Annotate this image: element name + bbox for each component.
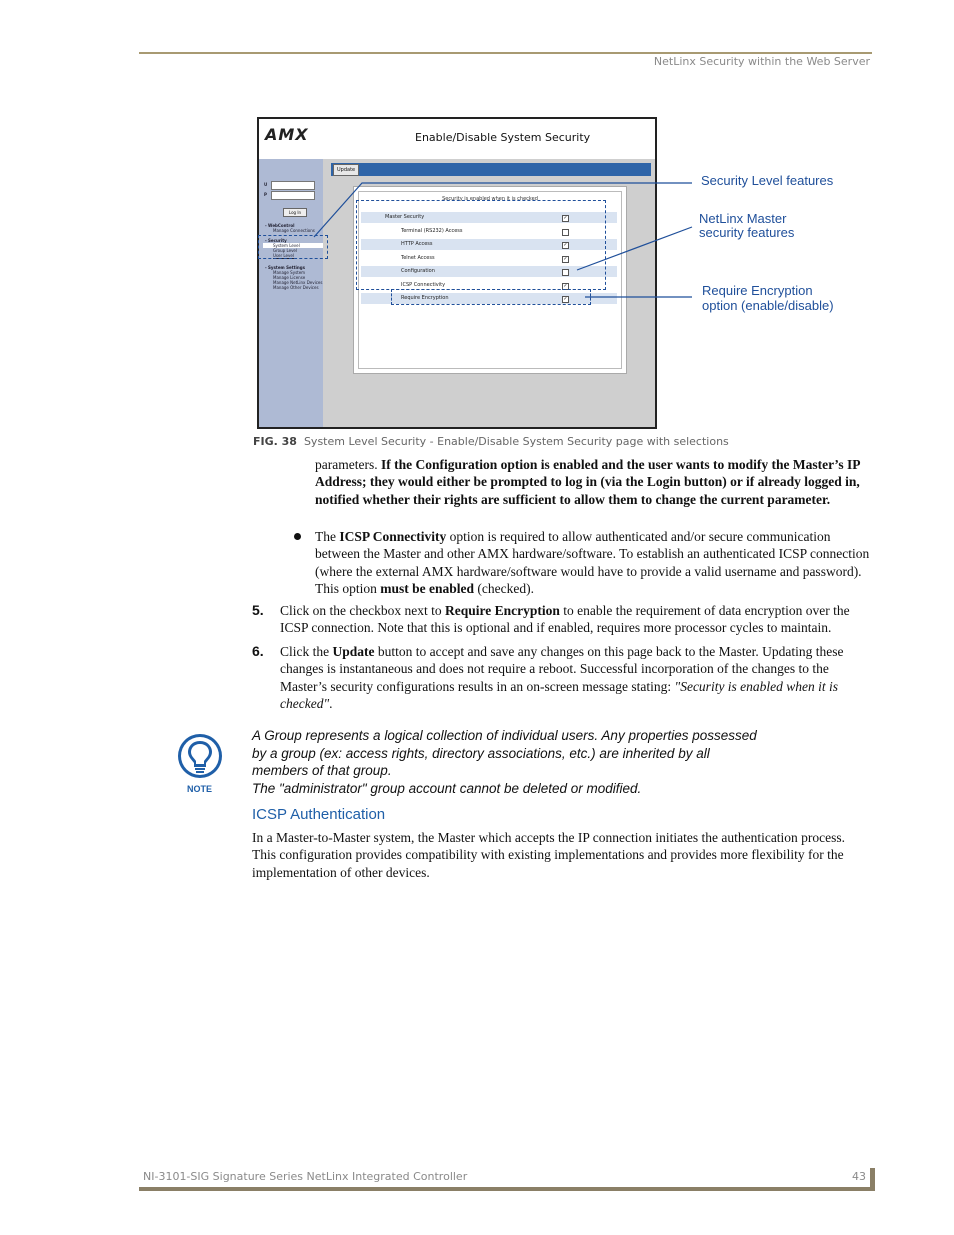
bullet-icsp-connectivity	[315, 528, 870, 597]
security-message: Security is enabled when it is checked	[442, 196, 538, 202]
step-6-text	[280, 643, 870, 712]
step-6-text-d: "Security is enabled when it is checked"	[280, 678, 839, 711]
security-row-label: ICSP Connectivity	[401, 281, 446, 288]
sidebar-manage-netlinx[interactable]: Manage NetLinx Devices	[273, 280, 323, 285]
section-text: In a Master-to-Master system, the Master which accepts the IP connection initiates the authentication process. This configuration provides compatibility with existing implementations and provides more flexibility for the implementation of other devices.	[252, 830, 846, 880]
paragraph-configuration	[315, 456, 870, 508]
bullet-text-b: ICSP Connectivity	[339, 529, 447, 544]
note-line-4: The "administrator" group account cannot be deleted or modified.	[252, 780, 642, 796]
callout-security-level: Security Level features	[701, 173, 834, 188]
paragraph-configuration-lead: parameters.	[315, 457, 381, 472]
paragraph-configuration-bold: If the Configuration option is enabled and the user wants to modify the Master’s IP Address; they would either be prompted to log in (via the Login button) or if already logged in, notified whether their rights are sufficient to allow them to change the current parameter.	[315, 457, 860, 507]
sidebar-group-level[interactable]: Group Level	[273, 248, 298, 253]
step-5-text	[280, 602, 870, 637]
step-5-text-c: to enable the requirement of data encryption over the ICSP connection. Note that this is optional and if enabled, requires more processor cycles to maintain.	[280, 603, 850, 636]
username-label: U	[264, 182, 268, 187]
figure-caption-text: System Level Security - Enable/Disable System Security page with selections	[303, 435, 729, 448]
callout-require-encryption-1: Require Encryption	[702, 283, 813, 298]
note-lightbulb-icon	[176, 733, 224, 785]
sidebar-manage-license[interactable]: Manage License	[273, 275, 306, 280]
sidebar-manage-other[interactable]: Manage Other Devices	[273, 285, 319, 290]
security-row-checkbox[interactable]: ✓	[563, 255, 568, 262]
security-row-label: Master Security	[385, 214, 425, 220]
security-row-label: HTTP Access	[401, 241, 433, 247]
bullet-text-c: option is required to allow authenticated and/or secure communication between the Master and other AMX hardware/software. To establish an authenticated ICSP connection (where the external AMX hardware/software would have to provide a valid username and password). This option	[315, 529, 870, 596]
sidebar-system-level[interactable]: System Level	[273, 243, 300, 248]
security-row-label: Configuration	[401, 268, 435, 274]
step-5-number: 5.	[252, 602, 264, 618]
amx-logo: AMX	[265, 125, 309, 144]
sidebar-security[interactable]: - Security	[265, 238, 287, 243]
security-row-checkbox[interactable]: ✓	[563, 215, 568, 221]
step-6-text-b: Update	[332, 644, 375, 659]
screenshot-title: Enable/Disable System Security	[415, 131, 591, 144]
step-6-number: 6.	[252, 643, 264, 659]
sidebar-user-level[interactable]: User Level	[273, 253, 294, 258]
sidebar-system-settings[interactable]: - System Settings	[265, 265, 305, 270]
step-6-text-a: Click the	[280, 644, 333, 659]
running-head: NetLinx Security within the Web Server	[653, 55, 870, 68]
page-number: 43	[852, 1170, 866, 1183]
callout-netlinx-master-2: security features	[699, 225, 795, 240]
update-button[interactable]: Update	[333, 164, 359, 176]
section-heading: ICSP Authentication	[252, 806, 386, 823]
sidebar-manage-system[interactable]: Manage System	[273, 270, 306, 275]
step-5-text-b: Require Encryption	[444, 603, 560, 618]
callout-line-netlinx-master	[577, 227, 692, 270]
note-line-3: members of that group.	[252, 763, 392, 778]
bullet-text-e: (checked).	[474, 580, 534, 596]
sidebar-webcontrol[interactable]: - WebControl	[265, 223, 295, 228]
security-row-label: Require Encryption	[401, 295, 449, 301]
note-line-1: A Group represents a logical collection of individual users. Any properties possessed	[252, 728, 757, 743]
figure-caption	[253, 435, 729, 448]
step-6-text-c: button to accept and save any changes on this page back to the Master. Updating these changes is instantaneous and does not require a reboot. Successful incorporation of the changes to the Master’s security configurations results in an on-screen message stating:	[280, 644, 844, 694]
security-row-checkbox[interactable]: ✓	[563, 296, 568, 302]
callout-require-encryption-2: option (enable/disable)	[702, 298, 834, 313]
bullet-icon	[294, 533, 301, 540]
footer-title: NI-3101-SIG Signature Series NetLinx Integrated Controller	[143, 1170, 468, 1183]
password-label: P	[264, 192, 267, 197]
bullet-text-d: must be enabled	[380, 580, 475, 596]
step-6-text-e: .	[329, 695, 333, 711]
figure-caption-label: FIG. 38	[253, 435, 297, 448]
callout-netlinx-master-1: NetLinx Master	[699, 211, 787, 226]
sidebar-manage-connections[interactable]: Manage Connections	[273, 228, 315, 233]
note-label: NOTE	[187, 784, 213, 794]
login-button[interactable]: Log In	[283, 208, 307, 217]
callout-lines	[0, 0, 954, 500]
callout-line-security-level	[314, 183, 692, 237]
bullet-text-a: The	[315, 529, 340, 544]
footer-rule	[139, 1187, 875, 1191]
security-row-label: Terminal (RS232) Access	[401, 227, 463, 234]
security-row-checkbox[interactable]: ✓	[563, 242, 568, 248]
security-row-label: Telnet Access	[401, 254, 435, 261]
step-5-text-a: Click on the checkbox next to	[280, 603, 445, 618]
note-text	[252, 727, 812, 797]
note-line-2: by a group (ex: access rights, directory associations, etc.) are inherited by all	[252, 745, 710, 761]
security-row-checkbox[interactable]: ✓	[563, 282, 568, 289]
